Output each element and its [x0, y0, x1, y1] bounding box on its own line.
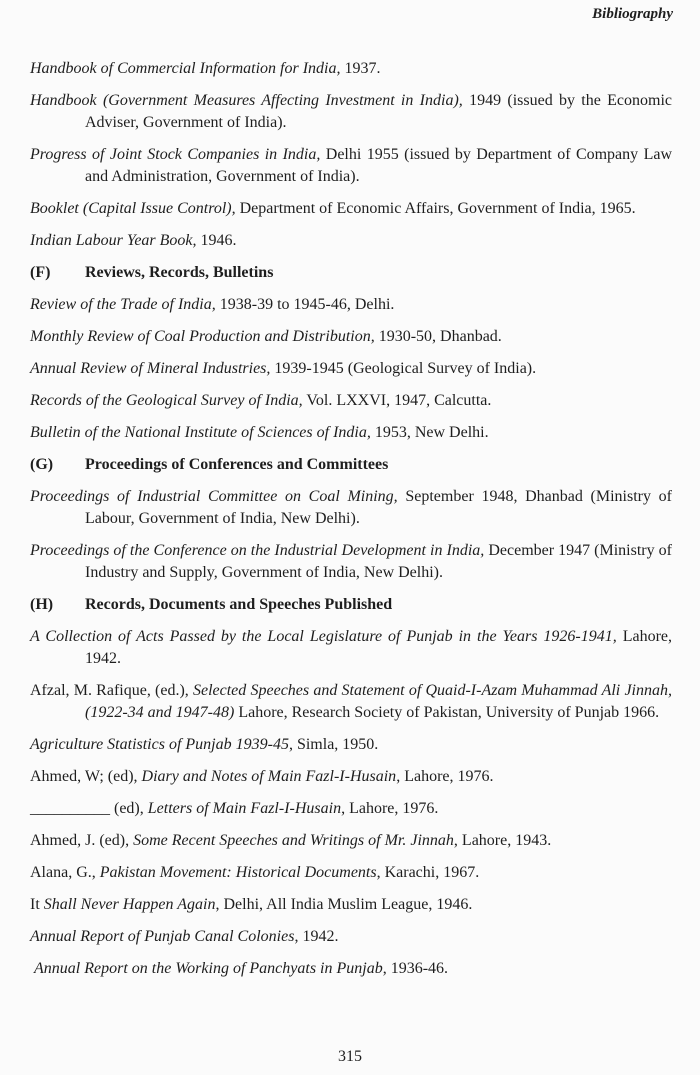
entry-detail-text: September 1948, Dhanbad (Ministry of Labour, Government of India, New Delhi).	[85, 488, 673, 527]
entry-detail-text: , Lahore, 1976.	[396, 768, 494, 785]
entry-title-text: Progress of Joint Stock Companies in India,	[30, 146, 321, 163]
entry-detail-text: Alana, G.,	[30, 864, 100, 881]
entry-title-text: Annual Report of Punjab Canal Colonies	[30, 928, 295, 945]
entry-title-text: Shall Never Happen Again	[43, 896, 216, 913]
entry-detail-text: Department of Economic Affairs, Government of India, 1965.	[235, 200, 636, 217]
section-label: (H)	[30, 596, 54, 613]
entry-detail-text: , Lahore, 1943.	[453, 832, 552, 849]
entry-detail-text: 1930-50, Dhanbad.	[374, 328, 502, 345]
entry-detail-text: , 1936-46.	[382, 960, 449, 977]
entry-detail-text: 1953, New Delhi.	[370, 424, 489, 441]
bib-entry	[30, 390, 672, 412]
bib-entry	[30, 422, 672, 444]
entry-title-text: Agriculture Statistics of Punjab 1939-45	[30, 736, 289, 753]
section-label: (F)	[30, 264, 51, 281]
entry-title-text: Proceedings of Industrial Committee on Coal Mining,	[30, 488, 398, 505]
entry-title-text: Indian Labour Year Book,	[30, 232, 197, 249]
entry-title-text: Annual Review of Mineral Industries,	[30, 360, 271, 377]
entry-title-text: Monthly Review of Coal Production and Distribution,	[30, 328, 375, 345]
entry-title-text: Proceedings of the Conference on the Industrial Development in India,	[30, 542, 485, 559]
section-label: (G)	[30, 456, 54, 473]
entry-title-text: Selected Speeches and Statement of Quaid-I-Azam Muhammad Ali Jinnah, (1922-34 and 1947-48)	[85, 682, 672, 721]
entry-title-text: Handbook (Government Measures Affecting Investment in India),	[30, 92, 463, 109]
entry-title-text: Some Recent Speeches and Writings of Mr. Jinnah	[133, 832, 454, 849]
bib-entry	[30, 830, 672, 852]
section-heading	[30, 594, 672, 616]
entry-detail-text: , Simla, 1950.	[288, 736, 379, 753]
entry-title-text: Letters of Main Fazl-I-Husain	[147, 800, 342, 817]
entry-title-text: Records of the Geological Survey of India,	[30, 392, 303, 409]
entry-title-text: Bulletin of the National Institute of Sciences of India,	[30, 424, 371, 441]
bib-entry	[30, 862, 672, 884]
entry-detail-text: Ahmed, J. (ed),	[30, 832, 134, 849]
entry-detail-text: , Lahore, 1976.	[341, 800, 439, 817]
entry-title-text: Review of the Trade of India,	[30, 296, 216, 313]
bib-entry	[30, 358, 672, 380]
entry-detail-text: Afzal, M. Rafique, (ed.),	[30, 682, 193, 699]
bib-entry	[30, 58, 672, 80]
entry-title-text: Pakistan Movement: Historical Documents	[99, 864, 377, 881]
section-title: Proceedings of Conferences and Committees	[85, 456, 389, 473]
bib-entry	[30, 680, 672, 724]
bib-entry	[30, 230, 672, 252]
page-number: 315	[338, 1048, 362, 1065]
bib-entry	[30, 144, 672, 188]
entry-detail-text: Vol. LXXVI, 1947, Calcutta.	[302, 392, 492, 409]
entry-detail-text: It	[30, 896, 44, 913]
bib-entry	[30, 486, 672, 530]
entry-detail-text: Lahore, 1942.	[85, 628, 672, 667]
section-title: Reviews, Records, Bulletins	[85, 264, 274, 281]
section-heading	[30, 454, 672, 476]
bib-entry	[30, 90, 672, 134]
bib-entry	[30, 326, 672, 348]
entry-detail-text: 1946.	[196, 232, 237, 249]
section-heading	[30, 262, 672, 284]
entry-detail-text: Delhi 1955 (issued by Department of Company Law and Administration, Government of India).	[85, 146, 673, 185]
bib-entry	[30, 734, 672, 756]
bib-entry	[30, 926, 672, 948]
entry-detail-text: , 1942.	[294, 928, 339, 945]
entry-title-text: A Collection of Acts Passed by the Local Legislature of Punjab in the Years 1926-1941,	[30, 628, 617, 645]
entry-detail-text: Lahore, Research Society of Pakistan, University of Punjab 1966.	[234, 704, 660, 721]
bib-entry	[30, 198, 672, 220]
bib-entry	[30, 294, 672, 316]
bib-entry	[30, 766, 672, 788]
entry-detail-text: Ahmed, W; (ed),	[30, 768, 142, 785]
entry-title-text: Annual Report on the Working of Panchyats in Punjab	[34, 960, 383, 977]
bib-entry	[30, 894, 672, 916]
entry-detail-text: December 1947 (Ministry of Industry and Supply, Government of India, New Delhi).	[85, 542, 672, 581]
entry-detail-text: , Delhi, All India Muslim League, 1946.	[215, 896, 473, 913]
entry-detail-text: , Karachi, 1967.	[376, 864, 480, 881]
entry-title-text: Booklet (Capital Issue Control),	[30, 200, 236, 217]
entry-title-text: Handbook of Commercial Information for India,	[30, 60, 341, 77]
bib-entry	[30, 958, 672, 980]
entry-detail-text: __________ (ed),	[30, 800, 148, 817]
entry-detail-text: 1938-39 to 1945-46, Delhi.	[215, 296, 395, 313]
bib-entry	[30, 540, 672, 584]
entry-detail-text: 1949 (issued by the Economic Adviser, Government of India).	[85, 92, 672, 131]
entry-detail-text: 1937.	[340, 60, 381, 77]
section-title: Records, Documents and Speeches Published	[85, 596, 393, 613]
bib-entry	[30, 798, 672, 820]
entry-detail-text: 1939-1945 (Geological Survey of India).	[270, 360, 537, 377]
running-header-bibliography: Bibliography	[592, 6, 673, 22]
entry-title-text: Diary and Notes of Main Fazl-I-Husain	[141, 768, 397, 785]
bibliography-list	[30, 58, 672, 990]
bib-entry	[30, 626, 672, 670]
